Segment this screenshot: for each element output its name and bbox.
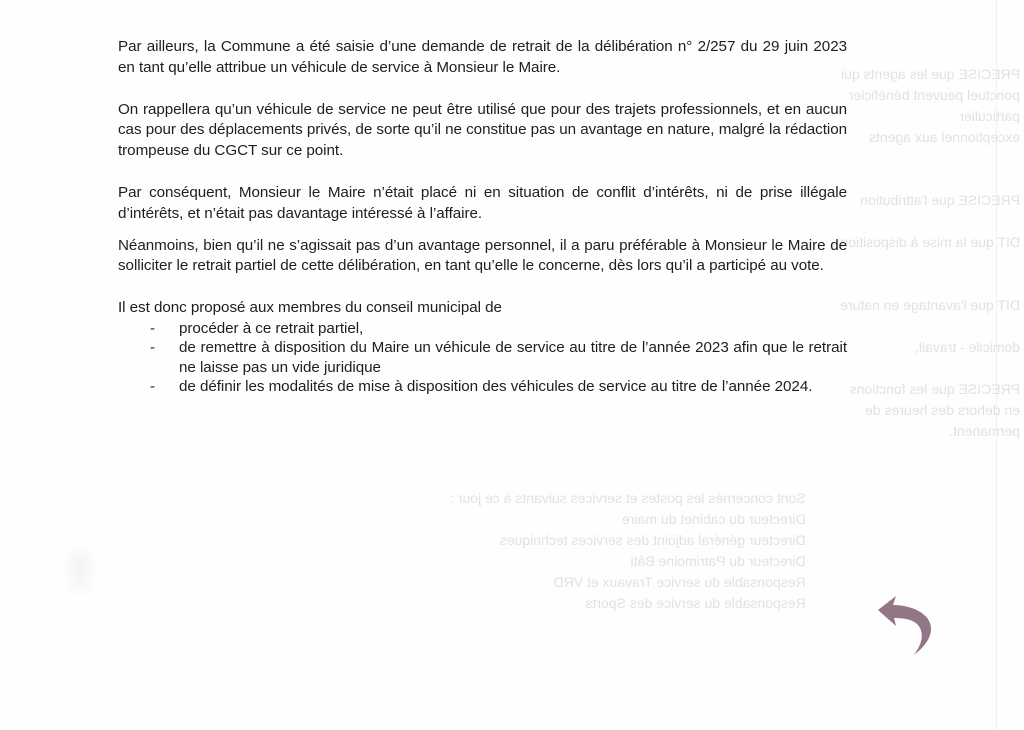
bleed-line: en dehors des heures de — [865, 402, 1020, 418]
proposal-item — [118, 377, 847, 397]
bleed-line: particulier — [959, 108, 1020, 124]
proposal-item-text: de définir les modalités de mise à disposition des véhicules de service au titre de l’année 2024. — [179, 378, 813, 396]
bleed-line: DIT que l'avantage en nature — [840, 297, 1020, 313]
paragraph-service-vehicle-rule: On rappellera qu’un véhicule de service ne peut être utilisé que pour des trajets professionnels, et en aucun cas pour des déplacements privés, de sorte qu’il ne constitue pas un avantage en nature, malgré la rédaction trompeuse du CGCT sur ce point. — [118, 100, 847, 160]
curved-arrow-back-icon — [876, 594, 936, 656]
paragraph-no-conflict: Par conséquent, Monsieur le Maire n’était placé ni en situation de conflit d’intérêts, ni de prise illégale d’intérêts, et n’était pas davantage intéressé à l’affaire. — [118, 183, 847, 222]
scan-smudge — [62, 540, 98, 600]
bleed-line: PRECISE que les agents qui — [841, 66, 1020, 82]
bleed-line: domicile - travail, — [914, 339, 1020, 355]
bleed-through-list — [450, 488, 806, 614]
bleed-line: permanent. — [949, 423, 1020, 439]
paragraph-withdrawal-request: Par ailleurs, la Commune a été saisie d’une demande de retrait de la délibération n° 2/257 du 29 juin 2023 en tant qu’elle attribue un véhicule de service à Monsieur le Maire. — [118, 38, 847, 76]
bleed-line: Responsable du service Travaux et VRD — [553, 574, 806, 590]
dash-bullet-icon: - — [150, 319, 156, 337]
bleed-line: PRECISE que l'attribution — [860, 192, 1020, 208]
paragraph-partial-withdrawal: Néanmoins, bien qu’il ne s’agissait pas d’un avantage personnel, il a paru préférable à Monsieur le Maire de solliciter le retrait partiel de cette délibération, en tant qu’elle le concerne, dès lors qu’il a participé au vote. — [118, 236, 847, 275]
bleed-line: Directeur du Patrimoine Bâti — [630, 553, 806, 569]
bleed-heading: Sont concernés les postes et services suivants à ce jour : — [450, 490, 806, 506]
proposal-item — [118, 319, 847, 339]
dash-bullet-icon: - — [150, 339, 156, 357]
proposal-intro: Il est donc proposé aux membres du conseil municipal de — [118, 299, 502, 317]
bleed-line: Directeur général adjoint des services techniques — [499, 532, 806, 548]
bleed-line: ponctuel peuvent bénéficier — [848, 87, 1020, 103]
bleed-line: Directeur du cabinet du maire — [621, 511, 806, 527]
bleed-line: PRECISE que les fonctions — [849, 381, 1020, 397]
bleed-line: exceptionnel aux agents — [869, 129, 1020, 145]
proposal-item-text: de remettre à disposition du Maire un véhicule de service au titre de l’année 2023 afin que le retrait ne laisse pas un vide juridique — [179, 339, 847, 376]
bleed-line: Responsable du service des Sports — [585, 595, 806, 611]
proposal-list — [118, 319, 847, 397]
proposal-item — [118, 338, 847, 377]
proposal-item-text: procéder à ce retrait partiel, — [179, 319, 364, 337]
dash-bullet-icon: - — [150, 378, 156, 396]
document-body — [118, 37, 847, 397]
bleed-line: DIT que la mise à disposition — [840, 234, 1020, 250]
